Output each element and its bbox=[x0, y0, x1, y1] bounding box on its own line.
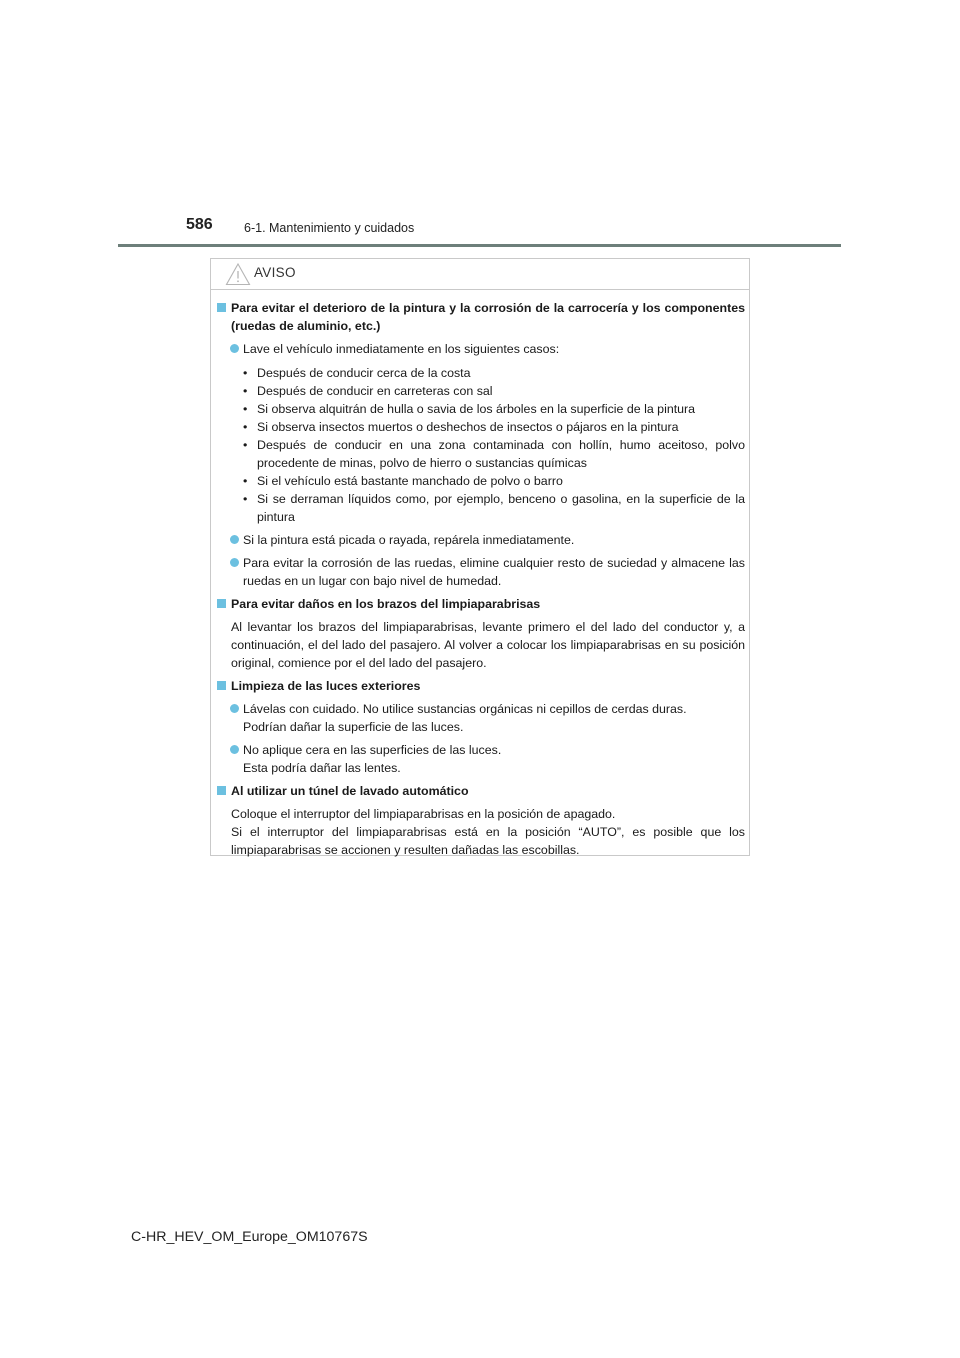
paragraph: Coloque el interruptor del limpiaparabrisas en la posición de apagado. Si el interruptor del limpiaparabrisas está en la posición “AUTO”, es posible que los limpiaparabrisas se accionen y resulten dañadas las escobillas. bbox=[231, 807, 745, 857]
sub-list-item: • Después de conducir cerca de la costa bbox=[243, 366, 471, 380]
warning-header bbox=[211, 259, 749, 290]
circle-bullet-icon bbox=[230, 344, 239, 353]
warning-box bbox=[210, 258, 750, 856]
warning-content bbox=[217, 299, 745, 864]
circle-bullet-icon bbox=[230, 535, 239, 544]
header-divider bbox=[118, 244, 841, 247]
circle-bullet-icon bbox=[230, 745, 239, 754]
document-code: C-HR_HEV_OM_Europe_OM10767S bbox=[131, 1229, 368, 1245]
list-item: Lávelas con cuidado. No utilice sustancias orgánicas ni cepillos de cerdas duras. Podrían dañar la superficie de las luces. bbox=[217, 700, 745, 736]
square-bullet-icon bbox=[217, 599, 226, 608]
circle-bullet-icon bbox=[230, 558, 239, 567]
circle-bullet-icon bbox=[230, 704, 239, 713]
section-heading-car-wash: Al utilizar un túnel de lavado automático bbox=[217, 782, 745, 800]
section-heading-lights: Limpieza de las luces exteriores bbox=[217, 677, 745, 695]
sub-list bbox=[217, 364, 745, 526]
warning-title: AVISO bbox=[254, 265, 296, 280]
square-bullet-icon bbox=[217, 786, 226, 795]
list-item: Si la pintura está picada o rayada, repárela inmediatamente. bbox=[217, 531, 745, 549]
list-item: Para evitar la corrosión de las ruedas, elimine cualquier resto de suciedad y almacene las ruedas en un lugar con bajo nivel de humedad. bbox=[217, 554, 745, 590]
list-item: No aplique cera en las superficies de las luces. Esta podría dañar las lentes. bbox=[217, 741, 745, 777]
sub-list-item: • Si el vehículo está bastante manchado de polvo o barro bbox=[243, 474, 563, 488]
sub-list-item: • Si se derraman líquidos como, por ejemplo, benceno o gasolina, en la superficie de la pintura bbox=[243, 492, 745, 524]
square-bullet-icon bbox=[217, 681, 226, 690]
section-title: 6-1. Mantenimiento y cuidados bbox=[244, 221, 415, 235]
sub-list-item: • Después de conducir en carreteras con sal bbox=[243, 384, 493, 398]
page-number: 586 bbox=[186, 216, 213, 233]
sub-list-item: • Después de conducir en una zona contaminada con hollín, humo aceitoso, polvo procedente de minas, polvo de hierro o sustancias químicas bbox=[243, 438, 745, 470]
section-heading-wipers: Para evitar daños en los brazos del limpiaparabrisas bbox=[217, 595, 745, 613]
sub-list-item: • Si observa insectos muertos o deshechos de insectos o pájaros en la pintura bbox=[243, 420, 679, 434]
section-heading-paint: Para evitar el deterioro de la pintura y la corrosión de la carrocería y los componentes (ruedas de aluminio, etc.) bbox=[217, 299, 745, 335]
list-item: Lave el vehículo inmediatamente en los siguientes casos: bbox=[217, 340, 745, 358]
warning-triangle-icon bbox=[225, 262, 251, 286]
square-bullet-icon bbox=[217, 303, 226, 312]
paragraph: Al levantar los brazos del limpiaparabrisas, levante primero el del lado del conductor y, a continuación, el del lado del pasajero. Al volver a colocar los limpiaparabrisas en su posición original, comience por el del lado del pasajero. bbox=[231, 620, 745, 670]
sub-list-item: • Si observa alquitrán de hulla o savia de los árboles en la superficie de la pintura bbox=[243, 402, 696, 416]
